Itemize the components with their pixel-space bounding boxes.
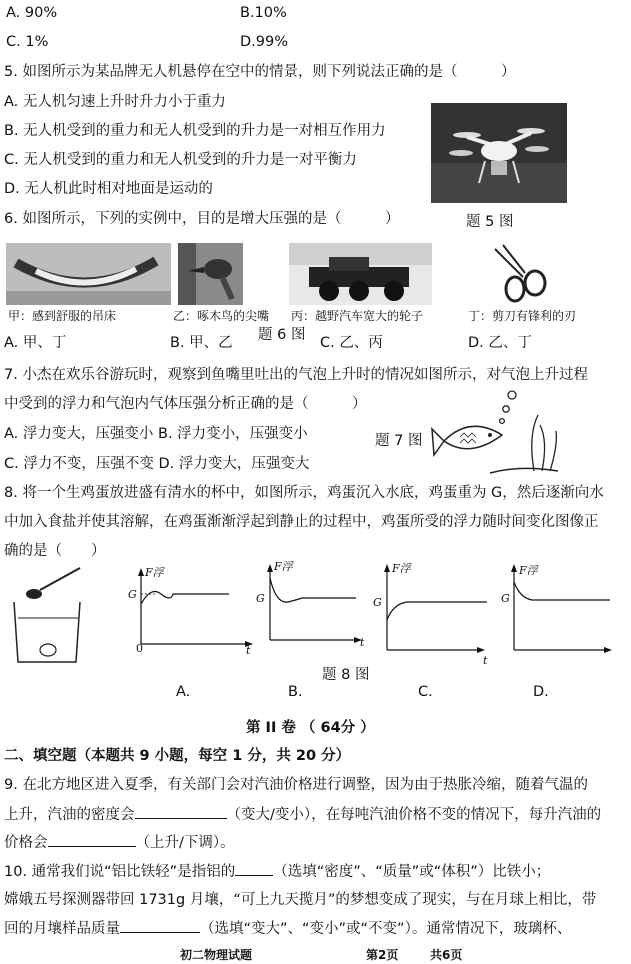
q10-blank-2[interactable]	[120, 919, 200, 933]
q6-caption-yi: 乙：啄木鸟的尖嘴	[173, 309, 270, 323]
graph-c-x-label: t	[483, 654, 488, 667]
q7-line2: 中受到的浮力和气泡内气体压强分析正确的是（ ）	[4, 396, 367, 412]
fig8-caption: 题 8 图	[322, 667, 370, 683]
fig7-caption: 题 7 图	[375, 433, 423, 449]
q9-line2-end: （变大/变小），在每吨汽油价格不变的情况下，每升汽油的	[226, 807, 602, 823]
q4-option-a: A. 90%	[6, 5, 58, 21]
q8-line1: 8. 将一个生鸡蛋放进盛有清水的杯中，如图所示，鸡蛋沉入水底，鸡蛋重为 G，然后逐渐向水	[4, 485, 604, 501]
q9-line1: 9. 在北方地区进入夏季，有关部门会对汽油价格进行调整，因为由于热胀冷缩，随着气温的	[4, 777, 588, 793]
drone-photo	[431, 103, 567, 203]
footer-page: 第2页	[366, 948, 399, 962]
q7-line1: 7. 小杰在欢乐谷游玩时，观察到鱼嘴里吐出的气泡上升时的情况如图所示，对气泡上升过程	[4, 367, 588, 383]
graph-b-g-label: G	[256, 592, 265, 605]
q9-blank-1[interactable]	[135, 805, 227, 819]
q5-option-c: C. 无人机受到的重力和无人机受到的升力是一对平衡力	[4, 152, 357, 168]
q10-blank-1[interactable]	[235, 862, 273, 876]
q6-option-a: A. 甲、丁	[4, 335, 67, 351]
graph-b-y-label: F浮	[274, 560, 293, 573]
graph-b	[266, 564, 366, 654]
graph-a-origin: 0	[136, 642, 143, 655]
q9-line3-end: （上升/下调）。	[135, 835, 235, 851]
q6-option-d: D. 乙、丁	[468, 335, 532, 351]
graph-a-y-label: F浮	[145, 566, 164, 579]
graph-b-option: B.	[288, 684, 303, 700]
q7-options-ab: A. 浮力变大，压强变小 B. 浮力变小，压强变小	[4, 426, 308, 442]
graph-a	[137, 568, 257, 658]
q6-stem: 6. 如图所示，下列的实例中，目的是增大压强的是（ ）	[4, 211, 400, 227]
footer-total: 共6页	[430, 948, 463, 962]
fig5-caption: 题 5 图	[466, 214, 514, 230]
q10-line1-start: 10. 通常我们说“铝比铁轻”是指铝的	[4, 864, 236, 880]
graph-b-x-label: t	[360, 636, 365, 649]
fig6-caption: 题 6 图	[258, 327, 306, 343]
graph-c-g-label: G	[373, 596, 382, 609]
footer-title: 初二物理试题	[180, 948, 253, 962]
q9-line2	[4, 805, 601, 824]
q5-option-b: B. 无人机受到的重力和无人机受到的升力是一对相互作用力	[4, 123, 386, 139]
graph-a-g-label: G	[128, 588, 137, 601]
q9-line3	[4, 833, 235, 852]
graph-d-option: D.	[533, 684, 549, 700]
q10-line1	[4, 862, 550, 881]
q5-stem: 5. 如图所示为某品牌无人机悬停在空中的情景，则下列说法正确的是（ ）	[4, 64, 516, 80]
graph-d-y-label: F浮	[519, 564, 538, 577]
q6-option-b: B. 甲、乙	[170, 335, 233, 351]
hammock-photo	[6, 243, 171, 305]
q10-line2: 嫦娥五号探测器带回 1731g 月壤，“可上九天揽月”的梦想变成了现实，与在月球上相比，带	[4, 892, 597, 908]
q10-line1-end: （选填“密度”、“质量”或“体积”）比铁小；	[273, 864, 551, 880]
q10-line3-end: （选填“变大”、“变小”或“不变”）。通常情况下，玻璃杯、	[200, 921, 572, 937]
graph-c-y-label: F浮	[392, 562, 411, 575]
q4-option-d: D.99%	[240, 34, 289, 50]
graph-d-g-label: G	[501, 592, 510, 605]
graph-a-option: A.	[176, 684, 191, 700]
q4-option-c: C. 1%	[6, 34, 49, 50]
fish-bubbles-drawing	[430, 385, 560, 480]
q6-caption-ding: 丁：剪刀有锋利的刃	[468, 309, 577, 323]
q6-caption-jia: 甲：感到舒服的吊床	[8, 309, 117, 323]
scissors-drawing	[489, 243, 554, 305]
q8-line3: 确的是（ ）	[4, 543, 106, 559]
graph-d	[510, 564, 620, 664]
q5-option-d: D. 无人机此时相对地面是运动的	[4, 181, 213, 197]
q9-line3-start: 价格会	[4, 835, 48, 851]
q7-options-cd: C. 浮力不变，压强不变 D. 浮力变大，压强变大	[4, 456, 310, 472]
q5-option-a: A. 无人机匀速上升时升力小于重力	[4, 94, 226, 110]
graph-c-option: C.	[418, 684, 433, 700]
beaker-egg-drawing	[10, 566, 90, 666]
offroad-car-photo	[289, 243, 432, 305]
section2-title: 第 II 卷 （ 64分 ）	[246, 720, 375, 736]
q9-line2-start: 上升，汽油的密度会	[4, 807, 135, 823]
section2-heading: 二、填空题（本题共 9 小题，每空 1 分，共 20 分）	[4, 748, 351, 764]
q4-option-b: B.10%	[240, 5, 287, 21]
q10-line3	[4, 919, 571, 938]
q8-line2: 中加入食盐并使其溶解，在鸡蛋渐渐浮起到静止的过程中，鸡蛋所受的浮力随时间变化图像正	[4, 514, 599, 530]
graph-c	[383, 564, 493, 664]
woodpecker-photo	[178, 243, 243, 305]
q6-caption-bing: 丙：越野汽车宽大的轮子	[291, 309, 424, 323]
graph-a-x-label: t	[246, 644, 251, 657]
q9-blank-2[interactable]	[48, 833, 136, 847]
q6-option-c: C. 乙、丙	[320, 335, 383, 351]
q10-line3-start: 回的月壤样品质量	[4, 921, 120, 937]
